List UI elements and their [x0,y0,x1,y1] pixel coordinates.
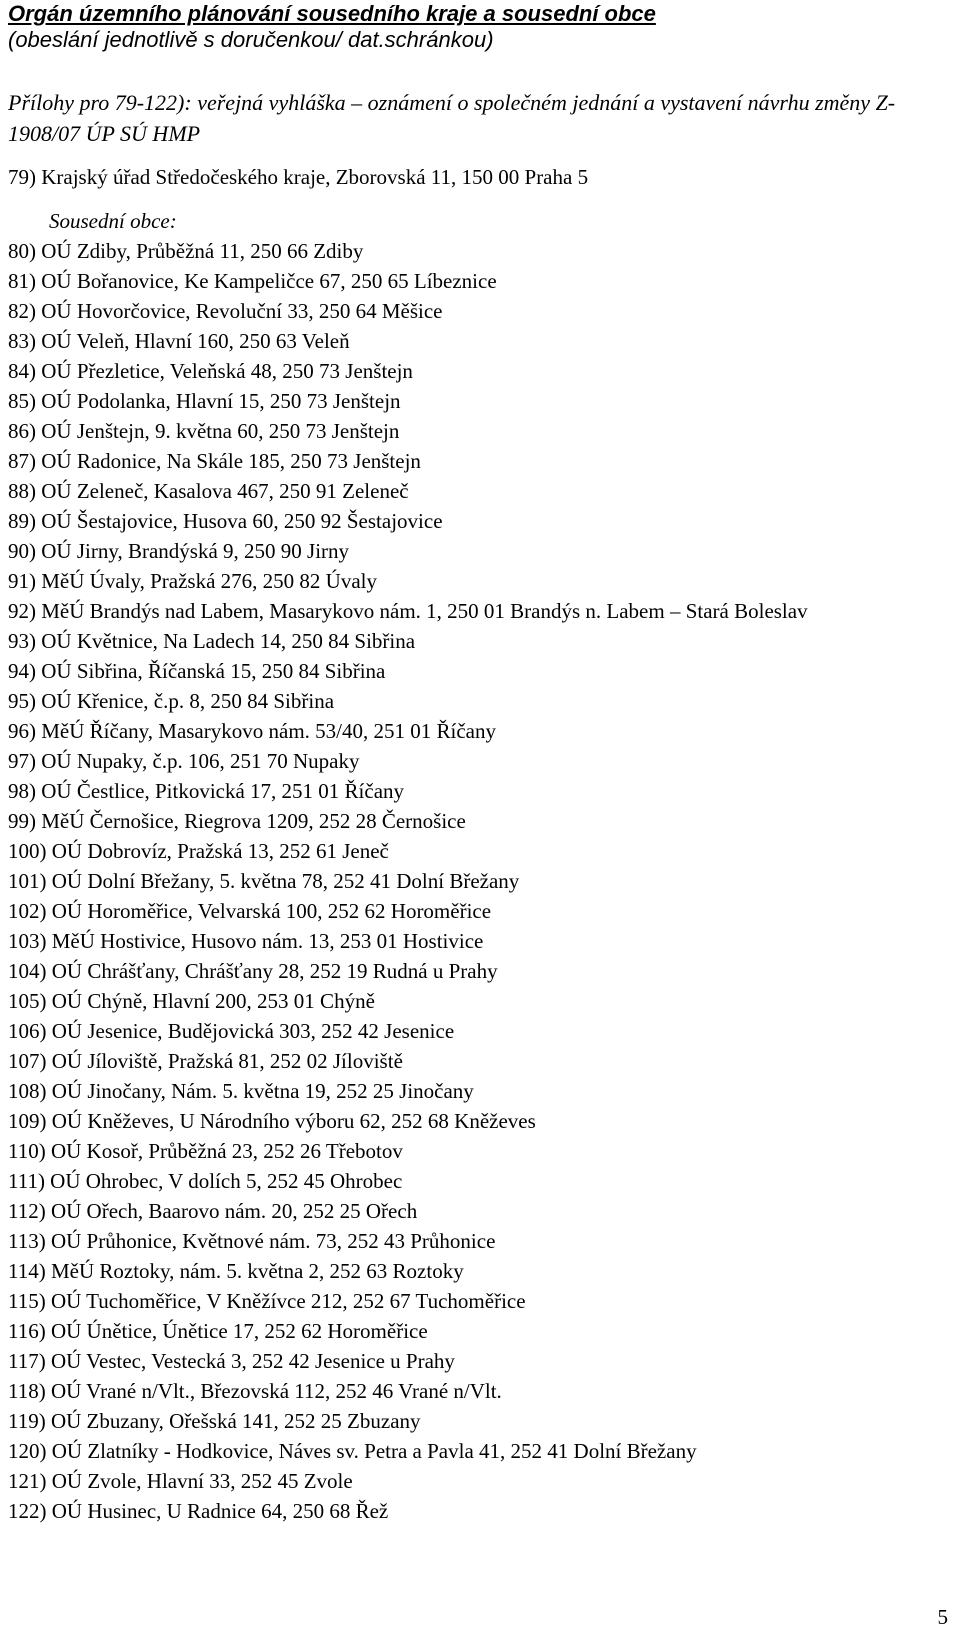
list-item-text: 81) OÚ Bořanovice, Ke Kampeličce 67, 250 65 Líbeznice [8,269,497,293]
list-item-text: 116) OÚ Únětice, Únětice 17, 252 62 Horoměřice [8,1319,428,1343]
list-item [8,926,948,956]
list-item [8,1136,948,1166]
list-item [8,1346,948,1376]
list-item-text: 99) MěÚ Černošice, Riegrova 1209, 252 28 Černošice [8,809,466,833]
list-item-text: 90) OÚ Jirny, Brandýská 9, 250 90 Jirny [8,539,350,563]
list-item-text: 122) OÚ Husinec, U Radnice 64, 250 68 Řež [8,1499,389,1523]
list-item-text: 88) OÚ Zeleneč, Kasalova 467, 250 91 Zeleneč [8,479,409,503]
list-item-text: 115) OÚ Tuchoměřice, V Kněžívce 212, 252 67 Tuchoměřice [8,1289,526,1313]
list-item-text: 111) OÚ Ohrobec, V dolích 5, 252 45 Ohrobec [8,1169,403,1193]
list-item-text: 84) OÚ Přezletice, Veleňská 48, 250 73 Jenštejn [8,359,413,383]
list-item-text: 95) OÚ Křenice, č.p. 8, 250 84 Sibřina [8,689,335,713]
list-item [8,716,948,746]
list-item [8,986,948,1016]
list-item [8,1106,948,1136]
list-item [8,896,948,926]
list-item [8,1076,948,1106]
list-item [8,356,948,386]
list-item-text: 98) OÚ Čestlice, Pitkovická 17, 251 01 Říčany [8,779,405,803]
list-item-text: 101) OÚ Dolní Břežany, 5. května 78, 252 41 Dolní Břežany [8,869,520,893]
list-item [8,596,948,626]
document-subheading: (obeslání jednotlivě s doručenkou/ dat.schránkou) [8,27,494,52]
page-number: 5 [937,1605,948,1629]
document-heading: Orgán územního plánování sousedního kraje a sousední obce [8,1,656,26]
list-item [8,1496,948,1526]
list-item [8,866,948,896]
list-item-text: 83) OÚ Veleň, Hlavní 160, 250 63 Veleň [8,329,350,353]
list-item [8,236,948,266]
list-item [8,1466,948,1496]
list-item [8,686,948,716]
list-item [8,1436,948,1466]
list-item-text: 82) OÚ Hovorčovice, Revoluční 33, 250 64 Měšice [8,299,443,323]
list-item [8,1376,948,1406]
list-item [8,326,948,356]
list-item [8,1226,948,1256]
list-item-text: 100) OÚ Dobrovíz, Pražská 13, 252 61 Jeneč [8,839,389,863]
list-item [8,1196,948,1226]
list-item-text: 93) OÚ Květnice, Na Ladech 14, 250 84 Sibřina [8,629,416,653]
list-item [8,536,948,566]
list-item [8,956,948,986]
list-item-text: 91) MěÚ Úvaly, Pražská 276, 250 82 Úvaly [8,569,377,593]
list-item [8,1046,948,1076]
list-item-text: 112) OÚ Ořech, Baarovo nám. 20, 252 25 Ořech [8,1199,418,1223]
list-item-text: 121) OÚ Zvole, Hlavní 33, 252 45 Zvole [8,1469,353,1493]
list-item-text: 92) MěÚ Brandýs nad Labem, Masarykovo nám. 1, 250 01 Brandýs n. Labem – Stará Boleslav [8,599,808,623]
list-item-text: 80) OÚ Zdiby, Průběžná 11, 250 66 Zdiby [8,239,364,263]
list-item-text: 117) OÚ Vestec, Vestecká 3, 252 42 Jesenice u Prahy [8,1349,455,1373]
list-item-text: 96) MěÚ Říčany, Masarykovo nám. 53/40, 251 01 Říčany [8,719,496,743]
list-item-text: 110) OÚ Kosoř, Průběžná 23, 252 26 Třebotov [8,1139,403,1163]
list-item [8,836,948,866]
list-item [8,1016,948,1046]
list-item-text: 108) OÚ Jinočany, Nám. 5. května 19, 252 25 Jinočany [8,1079,474,1103]
list-item [8,296,948,326]
list-item-text: 106) OÚ Jesenice, Budějovická 303, 252 42 Jesenice [8,1019,455,1043]
list-item [8,656,948,686]
list-item [8,506,948,536]
list-item-text: 87) OÚ Radonice, Na Skále 185, 250 73 Jenštejn [8,449,421,473]
list-item [8,386,948,416]
list-item-text: 89) OÚ Šestajovice, Husova 60, 250 92 Šestajovice [8,509,443,533]
list-item [8,626,948,656]
list-item-text: 103) MěÚ Hostivice, Husovo nám. 13, 253 01 Hostivice [8,929,484,953]
list-item-text: 102) OÚ Horoměřice, Velvarská 100, 252 62 Horoměřice [8,899,492,923]
list-item [8,776,948,806]
list-item-text: 104) OÚ Chrášťany, Chrášťany 28, 252 19 Rudná u Prahy [8,959,498,983]
list-item-text: 120) OÚ Zlatníky - Hodkovice, Náves sv. Petra a Pavla 41, 252 41 Dolní Břežany [8,1439,697,1463]
list-item-text: 113) OÚ Průhonice, Květnové nám. 73, 252 43 Průhonice [8,1229,496,1253]
list-item-text: 86) OÚ Jenštejn, 9. května 60, 250 73 Jenštejn [8,419,400,443]
list-item-text: 105) OÚ Chýně, Hlavní 200, 253 01 Chýně [8,989,375,1013]
list-item [8,476,948,506]
list-item [8,1256,948,1286]
list-item [8,1316,948,1346]
list-item [8,1406,948,1436]
attachments-note: Přílohy pro 79-122): veřejná vyhláška – oznámení o společném jednání a vystavení návrhu změny Z-1908/07 ÚP SÚ HMP [8,90,896,146]
list-item [8,806,948,836]
document-page [8,0,948,1526]
list-item [8,416,948,446]
neighbouring-municipalities-label: Sousední obce: [49,209,177,233]
list-item-text: 118) OÚ Vrané n/Vlt., Březovská 112, 252 46 Vrané n/Vlt. [8,1379,502,1403]
regional-office-entry: 79) Krajský úřad Středočeského kraje, Zborovská 11, 150 00 Praha 5 [8,165,589,189]
list-item-text: 119) OÚ Zbuzany, Ořešská 141, 252 25 Zbuzany [8,1409,421,1433]
list-item-text: 114) MěÚ Roztoky, nám. 5. května 2, 252 63 Roztoky [8,1259,464,1283]
list-item-text: 85) OÚ Podolanka, Hlavní 15, 250 73 Jenštejn [8,389,401,413]
list-item-text: 107) OÚ Jíloviště, Pražská 81, 252 02 Jíloviště [8,1049,403,1073]
list-item [8,266,948,296]
list-item [8,1286,948,1316]
list-item-text: 109) OÚ Kněževes, U Národního výboru 62, 252 68 Kněževes [8,1109,536,1133]
list-item [8,1166,948,1196]
list-item [8,566,948,596]
list-item-text: 97) OÚ Nupaky, č.p. 106, 251 70 Nupaky [8,749,360,773]
list-item [8,746,948,776]
municipality-list [8,236,948,1526]
list-item [8,446,948,476]
list-item-text: 94) OÚ Sibřina, Říčanská 15, 250 84 Sibřina [8,659,386,683]
